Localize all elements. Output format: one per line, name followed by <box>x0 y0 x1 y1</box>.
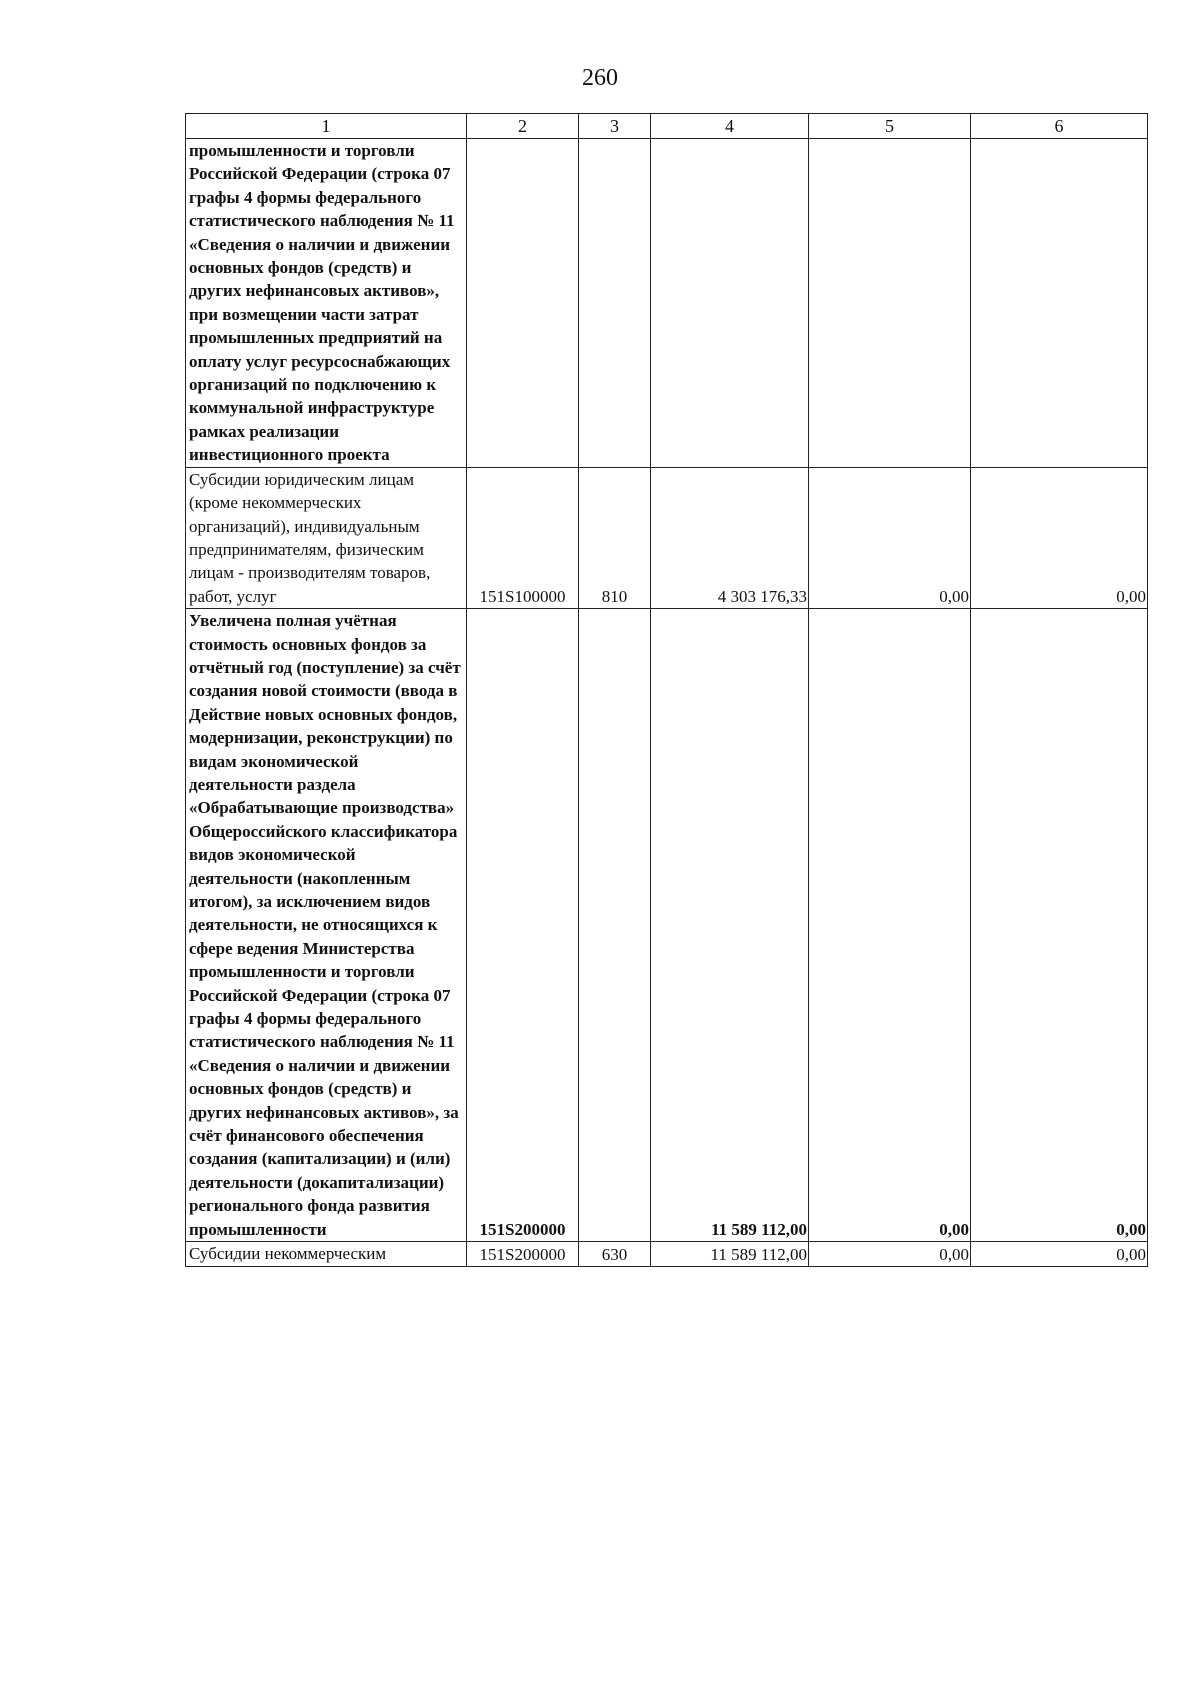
row-name: Увеличена полная учётная стоимость основных фондов за отчётный год (поступление) за счёт создания новой стоимости (ввода в Действие новых основных фондов, модернизации, реконструкции) по видам экономической деятельности раздела «Обрабатывающие производства» Общероссийского классификатора видов экономической деятельности (накопленным итогом), за исключением видов деятельности, не относящихся к сфере ведения Министерства промышленности и торговли Российской Федерации (строка 07 графы 4 формы федерального статистического наблюдения № 11 «Сведения о наличии и движении основных фондов (средств) и других нефинансовых активов», за счёт финансового обеспечения создания (капитализации) и (или) деятельности (докапитализации) регионального фонда развития промышленности <box>186 609 467 1242</box>
col-header-4: 4 <box>651 114 809 139</box>
row-col4: 11 589 112,00 <box>651 1242 809 1266</box>
row-col6: 0,00 <box>971 609 1148 1242</box>
row-type <box>579 139 651 468</box>
row-code: 151S200000 <box>467 1242 579 1266</box>
row-col6: 0,00 <box>971 467 1148 608</box>
row-code: 151S100000 <box>467 467 579 608</box>
col-header-2: 2 <box>467 114 579 139</box>
row-code: 151S200000 <box>467 609 579 1242</box>
col-header-3: 3 <box>579 114 651 139</box>
row-col5: 0,00 <box>809 1242 971 1266</box>
row-col5: 0,00 <box>809 609 971 1242</box>
row-col5 <box>809 139 971 468</box>
row-name: Субсидии юридическим лицам (кроме некоммерческих организаций), индивидуальным предпринимателям, физическим лицам - производителям товаров, работ, услуг <box>186 467 467 608</box>
table-row <box>186 1242 1148 1266</box>
row-col4: 11 589 112,00 <box>651 609 809 1242</box>
row-col6: 0,00 <box>971 1242 1148 1266</box>
row-type <box>579 609 651 1242</box>
table-row <box>186 609 1148 1242</box>
row-type: 810 <box>579 467 651 608</box>
header-row <box>186 114 1148 139</box>
budget-table <box>185 113 1148 1267</box>
row-col6 <box>971 139 1148 468</box>
row-col4: 4 303 176,33 <box>651 467 809 608</box>
col-header-5: 5 <box>809 114 971 139</box>
table-row <box>186 139 1148 468</box>
row-code <box>467 139 579 468</box>
col-header-6: 6 <box>971 114 1148 139</box>
col-header-1: 1 <box>186 114 467 139</box>
row-name: промышленности и торговли Российской Федерации (строка 07 графы 4 формы федерального статистического наблюдения № 11 «Сведения о наличии и движении основных фондов (средств) и других нефинансовых активов», при возмещении части затрат промышленных предприятий на оплату услуг ресурсоснабжающих организаций по подключению к коммунальной инфраструктуре рамках реализации инвестиционного проекта <box>186 139 467 468</box>
table-row <box>186 467 1148 608</box>
page-number: 260 <box>582 65 618 91</box>
row-type: 630 <box>579 1242 651 1266</box>
row-col5: 0,00 <box>809 467 971 608</box>
row-name: Субсидии некоммерческим <box>186 1242 467 1266</box>
row-col4 <box>651 139 809 468</box>
